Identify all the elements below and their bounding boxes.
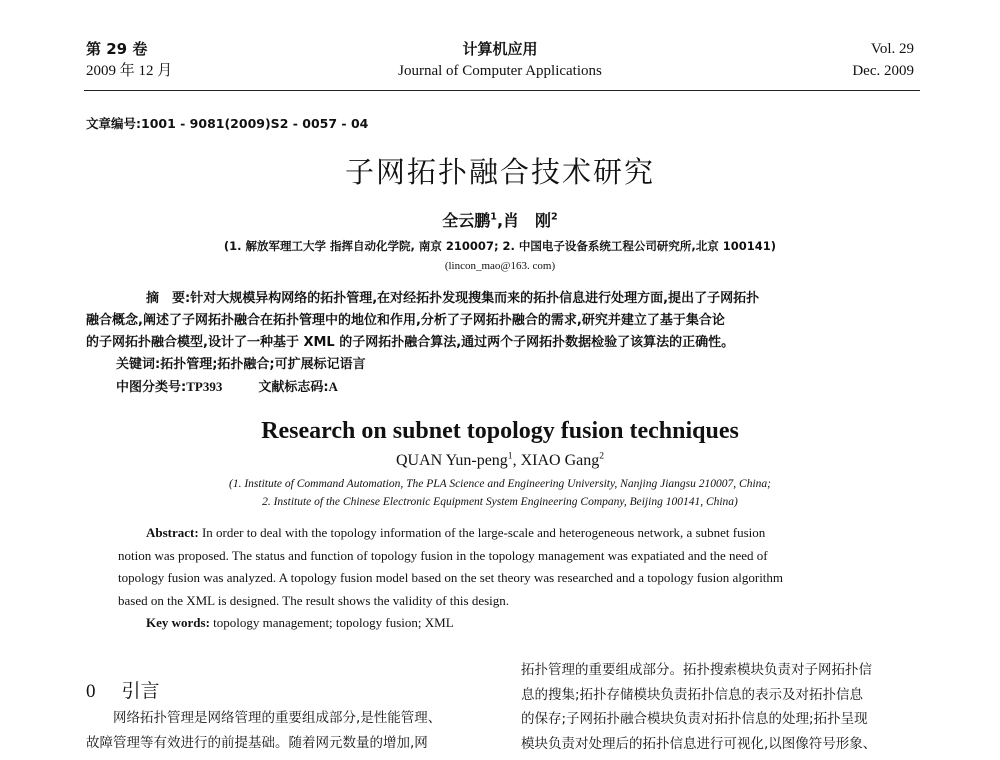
affiliation-en-2: 2. Institute of the Chinese Electronic Equipment System Engineering Company, Beijing 100141, China) [262, 496, 738, 508]
abstract-cn-label: 摘 要: [146, 291, 191, 306]
header-journal-en: Journal of Computer Applications [398, 63, 602, 79]
body-line: 网络拓扑管理是网络管理的重要组成部分,是性能管理、 [113, 710, 442, 726]
author2-en: XIAO Gang [520, 452, 600, 469]
doc-code-label: 文献标志码: [258, 380, 329, 395]
header-volume-cn: 第 29 卷 [86, 40, 148, 58]
authors-en [0, 452, 1000, 470]
author2-en-sup: 2 [599, 450, 605, 462]
author-email: (lincon_mao@163. com) [444, 260, 556, 272]
body-line: 模块负责对处理后的拓扑信息进行可视化,以图像符号形象、 [521, 735, 877, 752]
author1-en: QUAN Yun-peng [395, 452, 508, 469]
section-heading [86, 676, 160, 703]
author1-sup: 1 [490, 211, 497, 223]
keywords-en-label: Key words: [146, 615, 210, 630]
author-en-sep: , [512, 452, 521, 469]
abstract-en-line: topology fusion was analyzed. A topology fusion model based on the set theory was researched and a topology fusion algorithm [118, 570, 784, 585]
abstract-en-line: based on the XML is designed. The result shows the validity of this design. [118, 592, 510, 608]
abstract-en-label: Abstract: [146, 525, 199, 540]
header-date-cn: 2009 年 12 月 [86, 63, 173, 79]
abstract-cn-line: 融合概念,阐述了子网拓扑融合在拓扑管理中的地位和作用,分析了子网拓扑融合的需求,研究并建立了基于集合论 [86, 313, 725, 328]
abstract-cn-line: 的子网拓扑融合模型,设计了一种基于 XML 的子网拓扑融合算法,通过两个子网拓扑数据检验了该算法的正确性。 [86, 335, 735, 350]
affiliation-en-1: (1. Institute of Command Automation, The PLA Science and Engineering University, Nanjing Jiangsu 210007, China; [229, 478, 771, 490]
doc-code-value: A [328, 379, 338, 394]
clc-label: 中图分类号: [116, 380, 187, 395]
author1-en-sup: 1 [507, 450, 513, 462]
title-cn: 子网拓扑融合技术研究 [344, 155, 655, 189]
author2-cn: 肖 刚 [503, 211, 552, 230]
keywords-cn: 关键词:拓扑管理;拓扑融合;可扩展标记语言 [116, 357, 366, 372]
keywords-en [118, 612, 918, 635]
header-date-en: Dec. 2009 [852, 63, 914, 79]
keywords-en-value: topology management; topology fusion; XML [213, 615, 454, 630]
section-number: 0 [86, 681, 96, 702]
body-right-column [521, 658, 931, 756]
article-id: 文章编号:1001 - 9081(2009)S2 - 0057 - 04 [86, 116, 369, 131]
section-title: 引言 [121, 680, 160, 702]
header-journal-cn: 计算机应用 [462, 40, 538, 58]
body-line: 故障管理等有效进行的前提基础。随着网元数量的增加,网 [86, 734, 428, 751]
abstract-cn [86, 288, 926, 399]
abstract-en [118, 522, 918, 635]
author2-sup: 2 [551, 211, 558, 223]
abstract-en-line: notion was proposed. The status and function of topology fusion in the topology management was expatiated and the need of [118, 547, 768, 563]
body-left-column [86, 706, 496, 755]
affiliations-cn: (1. 解放军理工大学 指挥自动化学院, 南京 210007; 2. 中国电子设备系统工程公司研究所,北京 100141) [223, 239, 777, 253]
header-rule [84, 90, 920, 91]
abstract-cn-line: 针对大规模异构网络的拓扑管理,在对经拓扑发现搜集而来的拓扑信息进行处理方面,提出了子网拓扑 [190, 291, 760, 306]
title-en: Research on subnet topology fusion techniques [261, 418, 739, 444]
body-line: 的保存;子网拓扑融合模块负责对拓扑信息的处理;拓扑呈现 [521, 711, 868, 727]
authors-cn [0, 208, 1000, 231]
header-volume-en: Vol. 29 [870, 41, 914, 57]
body-line: 拓扑管理的重要组成部分。拓扑搜索模块负责对子网拓扑信 [521, 662, 872, 678]
author1-cn: 全云鹏 [442, 211, 491, 230]
body-line: 息的搜集;拓扑存储模块负责拓扑信息的表示及对拓扑信息 [521, 686, 864, 703]
abstract-en-line: In order to deal with the topology information of the large-scale and heterogeneous network, a subnet fusion [201, 525, 766, 540]
author-sep: , [496, 211, 504, 230]
clc-value: TP393 [186, 379, 223, 394]
classification [86, 376, 926, 399]
